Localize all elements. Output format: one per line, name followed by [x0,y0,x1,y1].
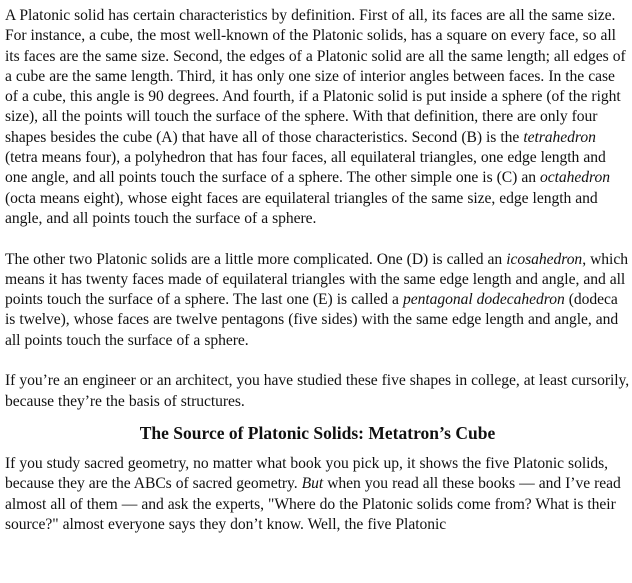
text-run: (octa means eight), whose eight faces are equilateral triangles of the same size, edge length and angle, and all points touch the surface of a sphere. [5,189,598,227]
term-octahedron: octahedron [540,169,610,187]
document-page [5,6,630,535]
text-run: If you study sacred geometry, no matter what book you pick up, it shows the five Platonic solids, because they are the ABCs of sacred geometry. [5,454,608,493]
text-run: A Platonic solid has certain characteristics by definition. First of all, its faces are all the same size. For instance, a cube, the most well-known of the Platonic solids, has a square on every face, so all its faces are the same size. Second, the edges of a Platonic solid are all the same length; all edges of a cube are the same length. Third, it has only one size of interior angles between faces. In the case of a cube, this angle is 90 degrees. And fourth, if a Platonic solid is put inside a sphere (of the right size), all the points will touch the surface of the sphere. With that definition, there are only four shapes besides the cube (A) that have all of those characteristics. Second (B) is the [5,7,626,146]
paragraph-spacer [5,229,630,249]
text-run: , which means it has twenty faces made of equilateral triangles with the same edge length and angle, and all points touch the surface of a sphere. The last one (E) is called a [5,250,628,309]
text-run: The other two Platonic solids are a little more complicated. One (D) is called an [5,250,507,268]
text-run: (dodeca is twelve), whose faces are twelve pentagons (five sides) with the same edge length and angle, and all points touch the surface of a sphere. [5,291,619,349]
text-run: (tetra means four), a polyhedron that has four faces, all equilateral triangles, one edge length and one angle, and all points touch the surface of a sphere. The other simple one is (C) an [5,149,606,187]
emphasis-but: But [301,475,324,493]
paragraph-engineers: If you’re an engineer or an architect, you have studied these five shapes in college, at least cursorily, because they’re the basis of structures. [5,372,630,410]
term-pentagonal-dodecahedron: pentagonal dodecahedron [402,291,565,309]
term-icosahedron: icosahedron [506,250,583,268]
paragraph-spacer [5,351,630,371]
section-heading: The Source of Platonic Solids: Metatron’s Cube [139,422,496,443]
term-tetrahedron: tetrahedron [523,128,596,146]
paragraph-platonic-definition [5,6,630,229]
text-run: when you read all these books — and I’ve read almost all of them — and ask the experts, "Where do the Platonic solids come from? What is their source?" almost everyone says they don’t know. Well, the five Platonic [5,475,621,533]
paragraph-sacred-geometry [5,454,630,535]
paragraph-complex-solids [5,250,630,351]
